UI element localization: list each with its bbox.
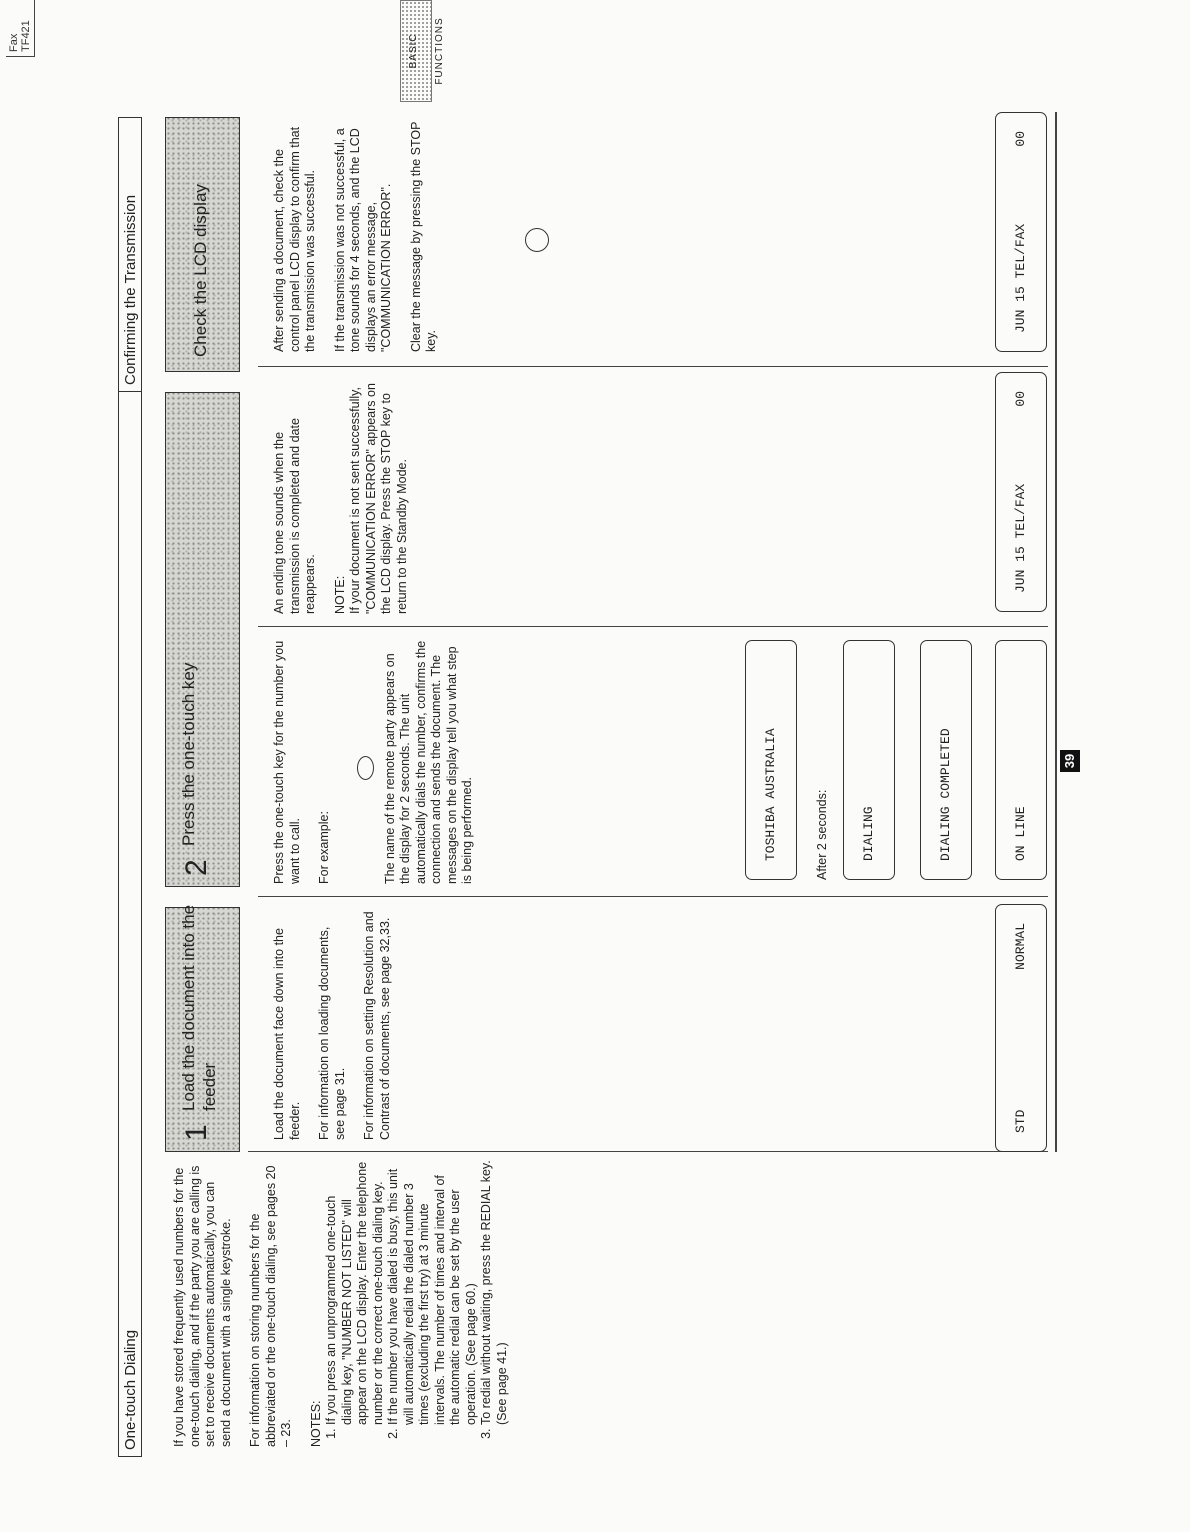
lcd-dialing-completed: DIALING COMPLETED: [920, 640, 972, 880]
step-check-box: [165, 117, 240, 372]
storing-info-paragraph: For information on storing numbers for the abbreviated or the one-touch dialing, see pages 20 – 23.: [248, 1165, 293, 1447]
column-divider: [258, 366, 1048, 367]
notes-block: [309, 1157, 511, 1447]
basic-functions-stamp: [400, 0, 445, 102]
column-divider: [258, 626, 1048, 627]
step-paragraph: An ending tone sounds when the transmission is completed and date reappears.: [272, 418, 317, 614]
step-number: 2: [180, 859, 213, 876]
step-paragraph: The name of the remote party appears on the display for 2 seconds. The unit automatically dials the number, confirms the connection and sends the document. The messages on the display tell you what step is being performed.: [382, 640, 474, 884]
bottom-rule: [1055, 112, 1057, 1152]
step-paragraph: If the transmission was not successful, a tone sounds for 4 seconds, and the LCD displays an error message, "COMMUNICATION ERROR".: [332, 128, 393, 352]
step-paragraph: Load the document face down into the feeder.: [272, 928, 302, 1140]
intro-paragraph: If you have stored frequently used numbers for the one-touch dialing, and if the party you are calling is set to receive documents automatically, you can send a document with a single keystroke.: [172, 1165, 233, 1447]
step-title: Load the document into the feeder: [179, 904, 219, 1111]
step-paragraph: Clear the message by pressing the STOP key.: [408, 121, 438, 352]
step-title: Check the LCD display: [191, 184, 210, 357]
step-2-text: [272, 634, 490, 884]
lcd-date-display: JUN 15 TEL/FAX 00: [995, 372, 1047, 612]
step-paragraph: Press the one-touch key for the number you want to call.: [272, 640, 302, 884]
note-text: If your document is not sent successfully, "COMMUNICATION ERROR" appears on the LCD display. Press the STOP key to return to the Standby Mode.: [348, 383, 409, 614]
lcd-dialing: DIALING: [843, 640, 895, 880]
corner-tag: Fax TF421: [6, 0, 35, 57]
step-3-text: [272, 374, 424, 614]
intro-column: [172, 1157, 510, 1447]
lcd-step1-display: STD NORMAL: [995, 904, 1047, 1152]
step-paragraph: For information on setting Resolution and Contrast of documents, see page 32,33.: [362, 911, 392, 1140]
stamp-text: BASIC FUNCTIONS: [408, 17, 445, 85]
note-heading: NOTE:: [332, 575, 347, 614]
step-number: 1: [180, 1124, 213, 1141]
step-paragraph: After sending a document, check the control panel LCD display to confirm that the transmission was successful.: [272, 126, 317, 352]
notes-heading: NOTES:: [308, 1400, 323, 1447]
step-paragraph: For information on loading documents, see page 31.: [317, 926, 347, 1140]
column-divider: [248, 1151, 1048, 1152]
after-2-seconds-label: After 2 seconds:: [815, 789, 829, 880]
stop-key-icon: [525, 228, 549, 252]
lcd-date-display: JUN 15 TEL/FAX 00: [995, 112, 1047, 352]
note-item: 2. If the number you have dialed is busy, this unit will automatically redial the dialed number 3 times (excluding the first try) at 3 minute intervals. The number of times and interval of the automatic redial can be set by the user operation. (See page 60.): [386, 1157, 479, 1425]
step-title: Press the one-touch key: [179, 662, 198, 846]
note-item: 1. If you press an unprogrammed one-touch dialing key, "NUMBER NOT LISTED" will appear on the LCD display. Enter the telephone number or the correct one-touch dialing key.: [324, 1157, 386, 1425]
column-divider: [258, 896, 1048, 897]
one-touch-key-icon: [357, 756, 374, 780]
page-number: 39: [1060, 750, 1080, 772]
check-text: [272, 117, 454, 352]
step-1-text: [272, 910, 407, 1140]
step-2-box: [165, 392, 240, 887]
note-item: 3. To redial without waiting, press the REDIAL key. (See page 41.): [479, 1157, 510, 1425]
section-title-one-touch-dialing: One-touch Dialing: [118, 117, 142, 1457]
lcd-online: ON LINE: [995, 640, 1047, 880]
lcd-remote-name: TOSHIBA AUSTRALIA: [745, 640, 797, 880]
step-1-box: [165, 904, 240, 1152]
step-paragraph: For example:: [317, 811, 331, 884]
section-title-confirming: Confirming the Transmission: [118, 117, 142, 392]
